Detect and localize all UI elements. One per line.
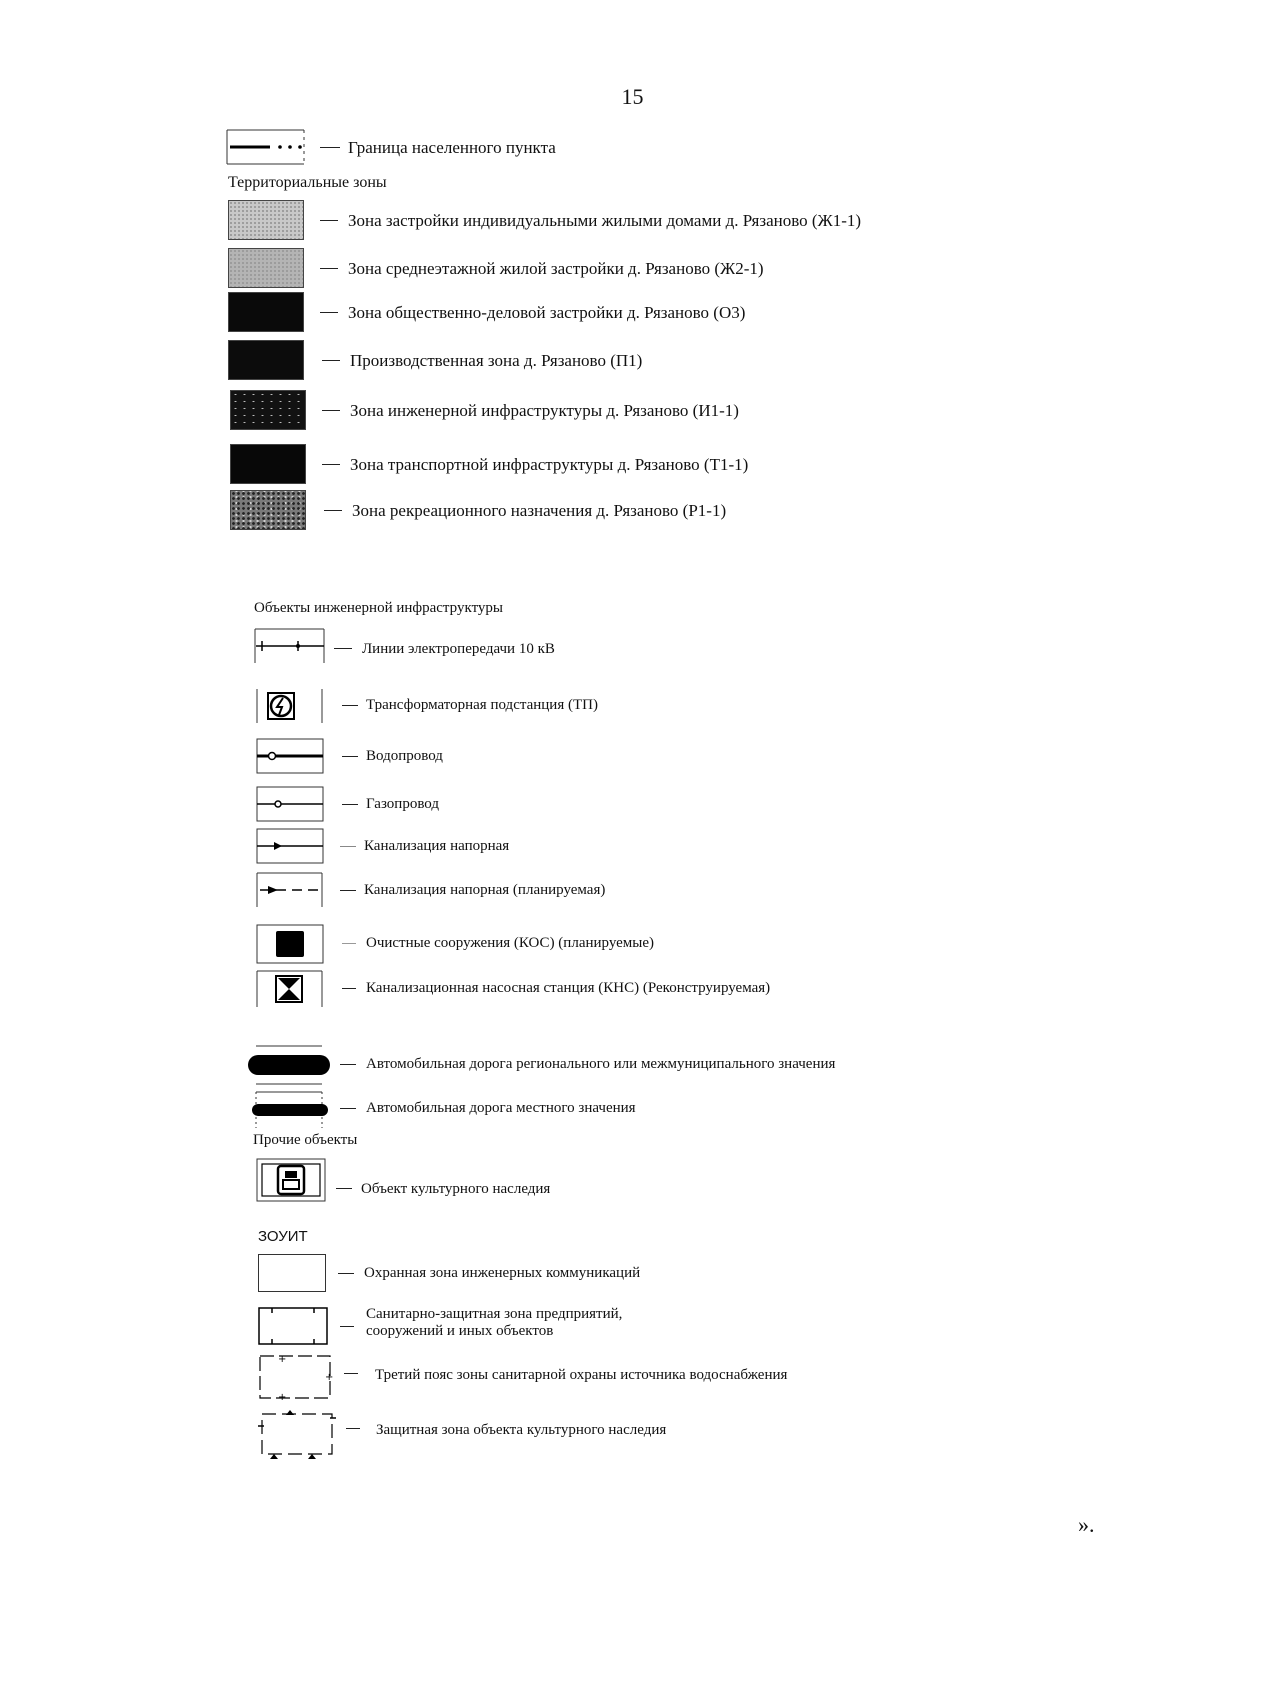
svg-text:+: + (278, 1392, 287, 1403)
svg-text:+: + (325, 1372, 334, 1383)
heritage-protection-zone-icon (256, 1408, 338, 1465)
svg-text:+: + (278, 1354, 287, 1365)
local-road-label: Автомобильная дорога местного значения (366, 1100, 636, 1116)
zone-label: Зона среднеэтажной жилой застройки д. Рязаново (Ж2-1) (348, 259, 764, 278)
sewage-pump-station-icon (256, 970, 324, 1013)
transformer-substation-label: Трансформаторная подстанция (ТП) (366, 697, 598, 713)
sanitary-zone-label-line1: Санитарно-защитная зона предприятий, (366, 1306, 623, 1322)
planned-pressure-sewer-label: Канализация напорная (планируемая) (364, 882, 606, 898)
zone-swatch (228, 292, 304, 332)
local-road-icon (250, 1090, 330, 1135)
regional-road-label: Автомобильная дорога регионального или межмуниципального значения (366, 1056, 836, 1072)
zone-label: Зона инженерной инфраструктуры д. Рязаново (И1-1) (350, 401, 739, 420)
treatment-plant-label: Очистные сооружения (КОС) (планируемые) (366, 935, 655, 951)
treatment-plant-icon (256, 924, 324, 969)
water-pipe-label: Водопровод (366, 748, 443, 764)
zouit-heading: ЗОУИТ (258, 1228, 308, 1245)
zone-swatch (230, 390, 306, 430)
sanitary-zone-icon (258, 1306, 328, 1351)
gas-pipe-label: Газопровод (366, 796, 440, 812)
planned-pressure-sewer-icon (256, 872, 324, 913)
heritage-protection-zone-label: Защитная зона объекта культурного наследия (376, 1422, 667, 1438)
zone-swatch (228, 248, 304, 288)
cultural-heritage-label: Объект культурного наследия (361, 1181, 551, 1197)
closing-quote-mark: ». (1078, 1512, 1095, 1537)
power-line-label: Линии электропередачи 10 кВ (362, 641, 555, 657)
page-number: 15 (621, 84, 644, 109)
water-protection-belt-icon (258, 1354, 332, 1405)
water-protection-belt-label: Третий пояс зоны санитарной охраны источника водоснабжения (375, 1367, 788, 1383)
zone-label: Зона рекреационного назначения д. Рязаново (Р1-1) (352, 501, 727, 520)
zone-label: Производственная зона д. Рязаново (П1) (350, 351, 643, 370)
territorial-zones-heading: Территориальные зоны (228, 174, 387, 191)
sanitary-zone-label-line2: сооружений и иных объектов (366, 1323, 554, 1339)
transformer-substation-icon (256, 688, 324, 729)
protection-zone-label: Охранная зона инженерных коммуникаций (364, 1265, 641, 1281)
zone-label: Зона транспортной инфраструктуры д. Рязаново (Т1-1) (350, 455, 749, 474)
boundary-label: Граница населенного пункта (348, 138, 556, 157)
gas-pipe-icon (256, 786, 324, 827)
protection-zone-icon (258, 1254, 326, 1292)
zone-label: Зона общественно-деловой застройки д. Рязаново (О3) (348, 303, 746, 322)
engineering-heading: Объекты инженерной инфраструктуры (254, 600, 504, 616)
zone-swatch (230, 490, 306, 530)
zone-swatch (228, 200, 304, 240)
pressure-sewer-label: Канализация напорная (364, 838, 510, 854)
sewage-pump-station-label: Канализационная насосная станция (КНС) (Реконструируемая) (366, 980, 771, 996)
zone-label: Зона застройки индивидуальными жилыми домами д. Рязаново (Ж1-1) (348, 211, 862, 230)
other-objects-heading: Прочие объекты (253, 1132, 358, 1148)
water-pipe-icon (256, 738, 324, 779)
zone-swatch (230, 444, 306, 484)
cultural-heritage-icon (256, 1158, 326, 1207)
regional-road-icon (246, 1044, 332, 1091)
boundary-line-icon (226, 128, 306, 171)
pressure-sewer-icon (256, 828, 324, 869)
power-line-icon (254, 628, 326, 669)
zone-swatch (228, 340, 304, 380)
